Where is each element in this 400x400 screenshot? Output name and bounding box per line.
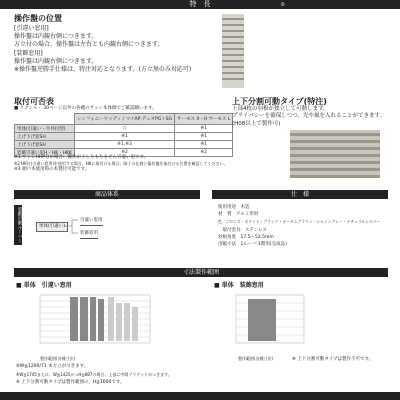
footer-bar bbox=[0, 392, 400, 400]
range-right-label: ■ 単体 装飾窓用 bbox=[214, 282, 264, 289]
header-bar bbox=[0, 0, 400, 9]
product-branch-1: 引違い窓用 bbox=[80, 217, 103, 226]
row-value: ※2 bbox=[175, 149, 233, 157]
range-section-title: 寸法製作範囲 bbox=[182, 269, 219, 276]
op-position-heading: 操作盤の位置 bbox=[14, 14, 62, 23]
hikichigai-line-2: 方立付の場合、操作盤は左右とも内観右側につきます。 bbox=[14, 41, 164, 48]
split-louver-photo bbox=[290, 130, 380, 178]
row-value: ※1 bbox=[175, 141, 233, 149]
product-section-bar bbox=[14, 190, 200, 199]
product-branch-2: 装飾窓用 bbox=[80, 230, 98, 239]
spec-key: 出幅寸法 bbox=[218, 242, 236, 247]
row-value: ※1 bbox=[75, 133, 175, 141]
soshoku-label: [装飾窓用] bbox=[14, 50, 43, 57]
spec-value: ブロンズ・ホワイト・ブラック・オータムブラウン・シャイングレー・ナチュラルシルバー bbox=[225, 219, 381, 224]
spec-key: 羽根角度 bbox=[218, 235, 236, 240]
mounting-heading: 取付可否表 bbox=[14, 97, 54, 106]
spec-row bbox=[218, 205, 250, 212]
product-section-title: 商品体系 bbox=[94, 191, 119, 198]
range-left-note-1: ※W≧1290/71 本方立がつきます。 bbox=[16, 364, 89, 369]
hikichigai-label: [引違い窓用] bbox=[14, 25, 49, 32]
product-side-tab: 電動可動ルーバー bbox=[14, 205, 22, 245]
spec-key: 色 bbox=[218, 219, 222, 224]
mounting-col-2: サーモス II・H サーモス L bbox=[175, 114, 233, 125]
split-type-line-3: (H08以上で製作可) bbox=[232, 121, 281, 127]
mounting-col-1: シンフォニーウッディ / マイAP デュオPG / SG bbox=[75, 114, 175, 125]
spec-key: 使用用途 bbox=[218, 205, 236, 210]
page-title: 特 長 bbox=[189, 0, 211, 8]
spec-section-title: 仕 様 bbox=[290, 191, 309, 198]
spec-section-bar bbox=[212, 190, 388, 199]
soshoku-line-1: 操作盤は内観右側につきます。 bbox=[14, 58, 98, 65]
product-root-label: 単体(引違い) bbox=[36, 222, 68, 232]
range-right-legend: 製作範囲(各種寸法) bbox=[238, 356, 274, 361]
spec-value: アルミ形材 bbox=[236, 212, 259, 217]
spec-value: 木造 bbox=[240, 205, 250, 210]
spec-value: 1ルーバ 1階用(完成品) bbox=[240, 242, 287, 247]
range-left-legend: 製作範囲(各種寸法) bbox=[40, 356, 76, 361]
range-left-note-3: ※ 上下分割可動タイプは製作範囲の、H≧1000です。 bbox=[16, 380, 125, 385]
range-left-note-2: ※W≧1745または、W≧1425かつH≧887の場合、上部に中間ブラケットがつきます。 bbox=[16, 372, 172, 377]
spec-value: 17.5〜52.5mm bbox=[240, 235, 274, 240]
row-value: ※1 bbox=[175, 133, 233, 141]
split-type-line-1: 上部4枚の羽根が独立して可動します。 bbox=[232, 106, 329, 112]
range-left-label: ■ 単体 引違い窓用 bbox=[16, 282, 72, 289]
mounting-note-3: ※3 網戸本使用時の本製付可能です。 bbox=[14, 167, 90, 172]
spec-row bbox=[218, 242, 287, 249]
row-value: ※1,※3 bbox=[75, 141, 175, 149]
spec-row bbox=[218, 219, 380, 226]
mounting-intro: ■ リクシル・ 30ページ以外の各種のサッシ本体側でご確認願います。 bbox=[14, 106, 157, 111]
spec-key: 材 質 bbox=[218, 212, 232, 217]
hikichigai-line-1: 操作盤は内観右側につきます。 bbox=[14, 33, 98, 40]
table-row bbox=[15, 133, 233, 141]
range-chart-left bbox=[30, 293, 160, 353]
spec-row bbox=[218, 228, 267, 235]
mounting-note-1: ※1 サッシHHP分の場合、操作が上しりもちません引違い窓です。 bbox=[14, 155, 149, 160]
spec-row bbox=[218, 235, 274, 242]
soshoku-line-2: ※操作盤逆勝手仕様は、特注対応となります。(方立無のみ対応可) bbox=[14, 66, 192, 73]
split-type-line-2: プライバシーを確保しつつ、光や風を入れることができます。 bbox=[232, 113, 386, 119]
range-chart-right bbox=[228, 293, 308, 353]
row-value: ※2 bbox=[75, 149, 175, 157]
range-right-note: ※ 上下分割可動タイプは製作不可です。 bbox=[292, 357, 374, 362]
row-label: 単体(引違い・半外付型) bbox=[15, 125, 75, 133]
page-marker: ② bbox=[280, 2, 285, 8]
row-value: ※1 bbox=[175, 125, 233, 133]
row-label: 上げ下げ窓SH bbox=[15, 133, 75, 141]
spec-row bbox=[218, 212, 258, 219]
row-label: 装飾引違い窓H・HK・HKK bbox=[15, 149, 75, 157]
split-type-heading: 上下分割可動タイプ(特注) bbox=[232, 97, 327, 106]
range-section-bar bbox=[14, 268, 388, 277]
louver-photo-top bbox=[222, 14, 244, 88]
table-row bbox=[15, 125, 233, 133]
mounting-table bbox=[14, 113, 233, 157]
table-row bbox=[15, 141, 233, 149]
row-label: 上げ下げ窓SH bbox=[15, 141, 75, 149]
mounting-note-2: ※2 HK付(引違い窓用)を使用する場合、HKに取付ける場合、障子の仕様と操作盤を取付ける位置を確認してください。 bbox=[14, 161, 228, 166]
spec-value: 取付金具：ステンレス bbox=[222, 228, 267, 233]
row-value: ○ bbox=[75, 125, 175, 133]
